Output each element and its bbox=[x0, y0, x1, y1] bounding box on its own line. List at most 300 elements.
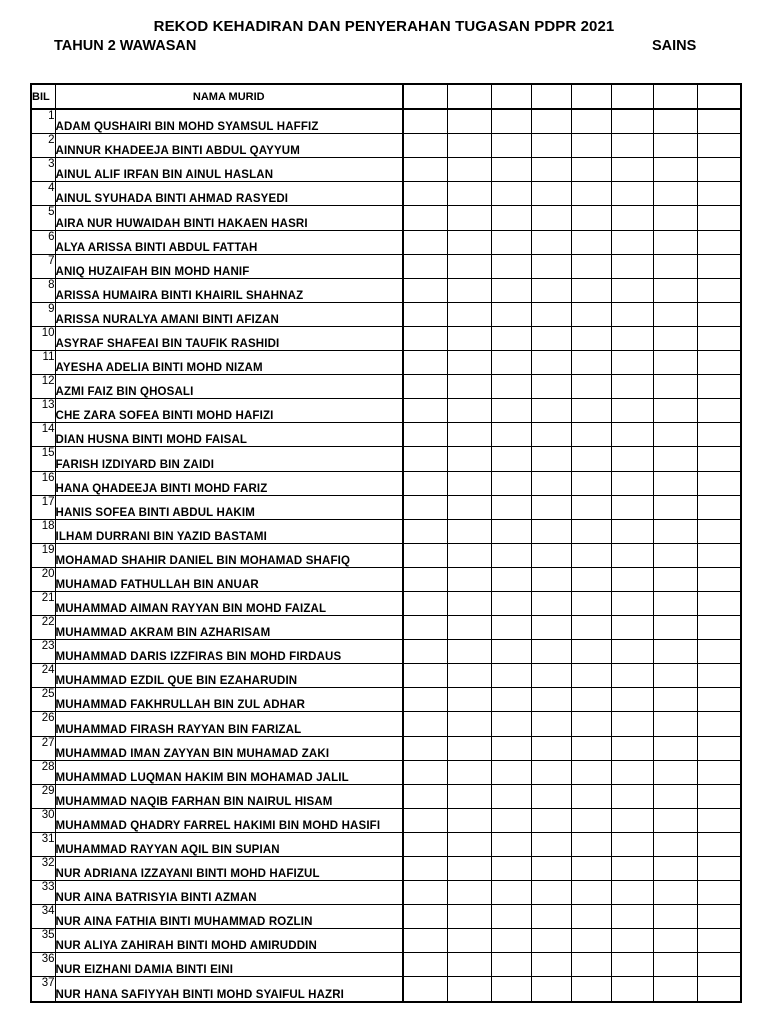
record-cell bbox=[653, 423, 697, 447]
table-row bbox=[31, 206, 741, 230]
record-cell bbox=[653, 760, 697, 784]
record-cell bbox=[653, 158, 697, 182]
student-name: MUHAMMAD AIMAN RAYYAN BIN MOHD FAIZAL bbox=[55, 591, 403, 615]
record-cell bbox=[571, 495, 611, 519]
record-cell bbox=[697, 616, 741, 640]
record-cell bbox=[403, 616, 447, 640]
record-cell bbox=[403, 832, 447, 856]
record-cell bbox=[491, 495, 531, 519]
table-row bbox=[31, 399, 741, 423]
record-cell bbox=[611, 664, 653, 688]
record-cell bbox=[697, 134, 741, 158]
record-cell bbox=[403, 808, 447, 832]
record-cell bbox=[611, 447, 653, 471]
record-cell bbox=[531, 760, 571, 784]
record-cell bbox=[491, 664, 531, 688]
row-number: 37 bbox=[31, 977, 55, 1002]
record-cell bbox=[491, 953, 531, 977]
record-cell bbox=[531, 977, 571, 1002]
student-name: ALYA ARISSA BINTI ABDUL FATTAH bbox=[55, 230, 403, 254]
record-cell bbox=[491, 230, 531, 254]
record-cell bbox=[491, 977, 531, 1002]
record-cell bbox=[531, 832, 571, 856]
table-row bbox=[31, 134, 741, 158]
record-cell bbox=[571, 109, 611, 134]
table-row bbox=[31, 832, 741, 856]
record-cell bbox=[571, 423, 611, 447]
record-cell bbox=[653, 591, 697, 615]
record-cell bbox=[571, 375, 611, 399]
record-cell bbox=[611, 158, 653, 182]
record-cell bbox=[491, 736, 531, 760]
record-cell bbox=[611, 399, 653, 423]
record-cell bbox=[697, 977, 741, 1002]
record-cell bbox=[571, 640, 611, 664]
record-cell bbox=[447, 423, 491, 447]
record-cell bbox=[653, 302, 697, 326]
student-name: DIAN HUSNA BINTI MOHD FAISAL bbox=[55, 423, 403, 447]
record-cell bbox=[531, 134, 571, 158]
record-cell bbox=[491, 134, 531, 158]
student-name: MOHAMAD SHAHIR DANIEL BIN MOHAMAD SHAFIQ bbox=[55, 543, 403, 567]
table-header-row bbox=[31, 84, 741, 109]
row-number: 8 bbox=[31, 278, 55, 302]
table-row bbox=[31, 182, 741, 206]
student-name: MUHAMMAD FAKHRULLAH BIN ZUL ADHAR bbox=[55, 688, 403, 712]
student-name: ASYRAF SHAFEAI BIN TAUFIK RASHIDI bbox=[55, 326, 403, 350]
student-name: MUHAMMAD DARIS IZZFIRAS BIN MOHD FIRDAUS bbox=[55, 640, 403, 664]
record-cell bbox=[403, 977, 447, 1002]
record-cell bbox=[531, 881, 571, 905]
record-cell bbox=[531, 857, 571, 881]
table-row bbox=[31, 760, 741, 784]
class-name: TAHUN 2 WAWASAN bbox=[54, 38, 197, 54]
record-cell bbox=[403, 351, 447, 375]
record-cell bbox=[571, 832, 611, 856]
record-cell bbox=[611, 977, 653, 1002]
record-cell bbox=[571, 134, 611, 158]
record-cell bbox=[531, 616, 571, 640]
blank-column-header bbox=[403, 84, 447, 109]
record-cell bbox=[653, 929, 697, 953]
record-cell bbox=[447, 278, 491, 302]
record-cell bbox=[531, 447, 571, 471]
record-cell bbox=[611, 905, 653, 929]
record-cell bbox=[491, 447, 531, 471]
record-cell bbox=[653, 977, 697, 1002]
record-cell bbox=[491, 832, 531, 856]
record-cell bbox=[611, 519, 653, 543]
table-row bbox=[31, 447, 741, 471]
record-cell bbox=[611, 230, 653, 254]
record-cell bbox=[653, 471, 697, 495]
blank-column-header bbox=[653, 84, 697, 109]
record-cell bbox=[611, 640, 653, 664]
record-cell bbox=[531, 375, 571, 399]
row-number: 3 bbox=[31, 158, 55, 182]
record-cell bbox=[403, 326, 447, 350]
row-number: 26 bbox=[31, 712, 55, 736]
row-number: 35 bbox=[31, 929, 55, 953]
record-cell bbox=[571, 808, 611, 832]
record-cell bbox=[403, 543, 447, 567]
record-cell bbox=[571, 760, 611, 784]
student-name: MUHAMMAD FIRASH RAYYAN BIN FARIZAL bbox=[55, 712, 403, 736]
row-number: 1 bbox=[31, 109, 55, 134]
record-cell bbox=[697, 591, 741, 615]
student-name: AINUL ALIF IRFAN BIN AINUL HASLAN bbox=[55, 158, 403, 182]
record-cell bbox=[403, 881, 447, 905]
record-cell bbox=[531, 278, 571, 302]
record-cell bbox=[697, 495, 741, 519]
record-cell bbox=[403, 182, 447, 206]
record-cell bbox=[571, 881, 611, 905]
record-cell bbox=[697, 567, 741, 591]
record-cell bbox=[403, 953, 447, 977]
record-cell bbox=[653, 447, 697, 471]
student-name: ANIQ HUZAIFAH BIN MOHD HANIF bbox=[55, 254, 403, 278]
table-row bbox=[31, 640, 741, 664]
table-row bbox=[31, 736, 741, 760]
name-column-header: NAMA MURID bbox=[55, 84, 403, 109]
record-cell bbox=[653, 543, 697, 567]
student-name: AZMI FAIZ BIN QHOSALI bbox=[55, 375, 403, 399]
row-number: 23 bbox=[31, 640, 55, 664]
record-cell bbox=[531, 640, 571, 664]
record-cell bbox=[491, 182, 531, 206]
record-cell bbox=[531, 905, 571, 929]
record-cell bbox=[531, 591, 571, 615]
record-cell bbox=[653, 326, 697, 350]
record-cell bbox=[531, 399, 571, 423]
record-cell bbox=[491, 616, 531, 640]
record-cell bbox=[611, 543, 653, 567]
record-cell bbox=[611, 134, 653, 158]
record-cell bbox=[531, 423, 571, 447]
table-row bbox=[31, 423, 741, 447]
table-row bbox=[31, 519, 741, 543]
record-cell bbox=[403, 857, 447, 881]
record-cell bbox=[403, 447, 447, 471]
table-row bbox=[31, 808, 741, 832]
record-cell bbox=[531, 230, 571, 254]
record-cell bbox=[571, 543, 611, 567]
record-cell bbox=[491, 760, 531, 784]
record-cell bbox=[531, 953, 571, 977]
record-cell bbox=[447, 254, 491, 278]
record-cell bbox=[653, 278, 697, 302]
table-row bbox=[31, 664, 741, 688]
record-cell bbox=[571, 399, 611, 423]
student-name: FARISH IZDIYARD BIN ZAIDI bbox=[55, 447, 403, 471]
row-number: 2 bbox=[31, 134, 55, 158]
row-number: 20 bbox=[31, 567, 55, 591]
record-cell bbox=[447, 808, 491, 832]
record-cell bbox=[403, 712, 447, 736]
student-name: ADAM QUSHAIRI BIN MOHD SYAMSUL HAFFIZ bbox=[55, 109, 403, 134]
record-cell bbox=[403, 495, 447, 519]
record-cell bbox=[403, 471, 447, 495]
document-title: REKOD KEHADIRAN DAN PENYERAHAN TUGASAN PDPR 2021 bbox=[153, 18, 615, 35]
record-cell bbox=[491, 688, 531, 712]
record-cell bbox=[447, 977, 491, 1002]
record-cell bbox=[611, 109, 653, 134]
record-cell bbox=[491, 712, 531, 736]
student-name: CHE ZARA SOFEA BINTI MOHD HAFIZI bbox=[55, 399, 403, 423]
record-cell bbox=[447, 158, 491, 182]
subject-name: SAINS bbox=[652, 38, 697, 54]
record-cell bbox=[611, 375, 653, 399]
record-cell bbox=[611, 351, 653, 375]
blank-column-header bbox=[531, 84, 571, 109]
record-cell bbox=[653, 736, 697, 760]
record-cell bbox=[447, 688, 491, 712]
table-row bbox=[31, 784, 741, 808]
record-cell bbox=[571, 591, 611, 615]
row-number: 13 bbox=[31, 399, 55, 423]
row-number: 36 bbox=[31, 953, 55, 977]
student-name: MUHAMMAD LUQMAN HAKIM BIN MOHAMAD JALIL bbox=[55, 760, 403, 784]
record-cell bbox=[447, 616, 491, 640]
record-cell bbox=[697, 688, 741, 712]
record-cell bbox=[571, 182, 611, 206]
student-name: AYESHA ADELIA BINTI MOHD NIZAM bbox=[55, 351, 403, 375]
record-cell bbox=[697, 471, 741, 495]
row-number: 7 bbox=[31, 254, 55, 278]
record-cell bbox=[697, 905, 741, 929]
record-cell bbox=[611, 784, 653, 808]
record-cell bbox=[531, 326, 571, 350]
record-cell bbox=[571, 158, 611, 182]
record-cell bbox=[491, 278, 531, 302]
row-number: 34 bbox=[31, 905, 55, 929]
record-cell bbox=[697, 640, 741, 664]
record-cell bbox=[447, 206, 491, 230]
record-cell bbox=[697, 784, 741, 808]
record-cell bbox=[571, 567, 611, 591]
record-cell bbox=[447, 640, 491, 664]
record-cell bbox=[491, 471, 531, 495]
record-cell bbox=[653, 712, 697, 736]
record-cell bbox=[571, 953, 611, 977]
bil-column-header: BIL bbox=[31, 84, 55, 109]
record-cell bbox=[653, 375, 697, 399]
table-row bbox=[31, 712, 741, 736]
record-cell bbox=[403, 158, 447, 182]
record-cell bbox=[653, 182, 697, 206]
record-cell bbox=[491, 254, 531, 278]
record-cell bbox=[611, 808, 653, 832]
row-number: 14 bbox=[31, 423, 55, 447]
row-number: 5 bbox=[31, 206, 55, 230]
record-cell bbox=[531, 784, 571, 808]
record-cell bbox=[611, 616, 653, 640]
table-row bbox=[31, 495, 741, 519]
table-row bbox=[31, 977, 741, 1002]
record-cell bbox=[653, 109, 697, 134]
record-cell bbox=[653, 134, 697, 158]
student-name: ARISSA NURALYA AMANI BINTI AFIZAN bbox=[55, 302, 403, 326]
record-cell bbox=[403, 664, 447, 688]
table-row bbox=[31, 109, 741, 134]
record-cell bbox=[403, 375, 447, 399]
record-cell bbox=[697, 278, 741, 302]
table-row bbox=[31, 567, 741, 591]
record-cell bbox=[403, 254, 447, 278]
record-cell bbox=[697, 929, 741, 953]
record-cell bbox=[447, 881, 491, 905]
record-cell bbox=[697, 447, 741, 471]
blank-column-header bbox=[571, 84, 611, 109]
student-name: NUR HANA SAFIYYAH BINTI MOHD SYAIFUL HAZRI bbox=[55, 977, 403, 1002]
record-cell bbox=[403, 688, 447, 712]
record-cell bbox=[491, 423, 531, 447]
record-cell bbox=[447, 664, 491, 688]
student-name: NUR AINA BATRISYIA BINTI AZMAN bbox=[55, 881, 403, 905]
record-cell bbox=[403, 736, 447, 760]
row-number: 17 bbox=[31, 495, 55, 519]
record-cell bbox=[653, 832, 697, 856]
table-row bbox=[31, 929, 741, 953]
record-cell bbox=[611, 712, 653, 736]
record-cell bbox=[491, 881, 531, 905]
row-number: 9 bbox=[31, 302, 55, 326]
record-cell bbox=[531, 664, 571, 688]
record-cell bbox=[611, 857, 653, 881]
blank-column-header bbox=[491, 84, 531, 109]
row-number: 24 bbox=[31, 664, 55, 688]
record-cell bbox=[447, 495, 491, 519]
record-cell bbox=[531, 182, 571, 206]
record-cell bbox=[697, 302, 741, 326]
record-cell bbox=[571, 326, 611, 350]
record-cell bbox=[697, 857, 741, 881]
record-cell bbox=[653, 351, 697, 375]
record-cell bbox=[571, 736, 611, 760]
attendance-table bbox=[30, 83, 742, 1003]
student-name: AINUL SYUHADA BINTI AHMAD RASYEDI bbox=[55, 182, 403, 206]
row-number: 16 bbox=[31, 471, 55, 495]
row-number: 25 bbox=[31, 688, 55, 712]
record-cell bbox=[611, 760, 653, 784]
record-cell bbox=[531, 351, 571, 375]
student-name: MUHAMMAD QHADRY FARREL HAKIMI BIN MOHD HASIFI bbox=[55, 808, 403, 832]
row-number: 27 bbox=[31, 736, 55, 760]
table-row bbox=[31, 302, 741, 326]
record-cell bbox=[571, 688, 611, 712]
record-cell bbox=[571, 929, 611, 953]
record-cell bbox=[653, 206, 697, 230]
record-cell bbox=[653, 905, 697, 929]
record-cell bbox=[447, 351, 491, 375]
record-cell bbox=[447, 953, 491, 977]
row-number: 31 bbox=[31, 832, 55, 856]
record-cell bbox=[697, 254, 741, 278]
record-cell bbox=[403, 905, 447, 929]
record-cell bbox=[571, 278, 611, 302]
record-cell bbox=[447, 543, 491, 567]
record-cell bbox=[697, 158, 741, 182]
record-cell bbox=[653, 519, 697, 543]
row-number: 29 bbox=[31, 784, 55, 808]
row-number: 15 bbox=[31, 447, 55, 471]
record-cell bbox=[653, 857, 697, 881]
record-cell bbox=[571, 664, 611, 688]
record-cell bbox=[697, 760, 741, 784]
record-cell bbox=[491, 857, 531, 881]
row-number: 19 bbox=[31, 543, 55, 567]
record-cell bbox=[491, 399, 531, 423]
row-number: 4 bbox=[31, 182, 55, 206]
record-cell bbox=[571, 519, 611, 543]
record-cell bbox=[697, 519, 741, 543]
record-cell bbox=[611, 688, 653, 712]
row-number: 18 bbox=[31, 519, 55, 543]
record-cell bbox=[697, 423, 741, 447]
record-cell bbox=[447, 134, 491, 158]
record-cell bbox=[531, 254, 571, 278]
record-cell bbox=[611, 495, 653, 519]
student-name: MUHAMMAD EZDIL QUE BIN EZAHARUDIN bbox=[55, 664, 403, 688]
record-cell bbox=[653, 784, 697, 808]
table-row bbox=[31, 254, 741, 278]
blank-column-header bbox=[447, 84, 491, 109]
record-cell bbox=[531, 543, 571, 567]
record-cell bbox=[491, 109, 531, 134]
record-cell bbox=[653, 616, 697, 640]
student-name: NUR ADRIANA IZZAYANI BINTI MOHD HAFIZUL bbox=[55, 857, 403, 881]
table-row bbox=[31, 616, 741, 640]
record-cell bbox=[531, 808, 571, 832]
record-cell bbox=[611, 254, 653, 278]
record-cell bbox=[447, 736, 491, 760]
record-cell bbox=[571, 230, 611, 254]
record-cell bbox=[653, 399, 697, 423]
record-cell bbox=[403, 302, 447, 326]
record-cell bbox=[697, 953, 741, 977]
record-cell bbox=[697, 808, 741, 832]
record-cell bbox=[447, 471, 491, 495]
record-cell bbox=[611, 881, 653, 905]
record-cell bbox=[697, 543, 741, 567]
record-cell bbox=[403, 134, 447, 158]
record-cell bbox=[611, 591, 653, 615]
table-row bbox=[31, 953, 741, 977]
student-name: AIRA NUR HUWAIDAH BINTI HAKAEN HASRI bbox=[55, 206, 403, 230]
student-name: HANIS SOFEA BINTI ABDUL HAKIM bbox=[55, 495, 403, 519]
record-cell bbox=[491, 640, 531, 664]
record-cell bbox=[611, 471, 653, 495]
table-row bbox=[31, 471, 741, 495]
record-cell bbox=[611, 182, 653, 206]
record-cell bbox=[697, 375, 741, 399]
record-cell bbox=[447, 857, 491, 881]
record-cell bbox=[697, 182, 741, 206]
record-cell bbox=[491, 784, 531, 808]
record-cell bbox=[403, 399, 447, 423]
blank-column-header bbox=[697, 84, 741, 109]
row-number: 6 bbox=[31, 230, 55, 254]
record-cell bbox=[491, 591, 531, 615]
record-cell bbox=[403, 230, 447, 254]
record-cell bbox=[447, 567, 491, 591]
student-name: ILHAM DURRANI BIN YAZID BASTAMI bbox=[55, 519, 403, 543]
table-row bbox=[31, 881, 741, 905]
student-name: NUR AINA FATHIA BINTI MUHAMMAD ROZLIN bbox=[55, 905, 403, 929]
record-cell bbox=[571, 905, 611, 929]
student-name: MUHAMMAD RAYYAN AQIL BIN SUPIAN bbox=[55, 832, 403, 856]
blank-column-header bbox=[611, 84, 653, 109]
